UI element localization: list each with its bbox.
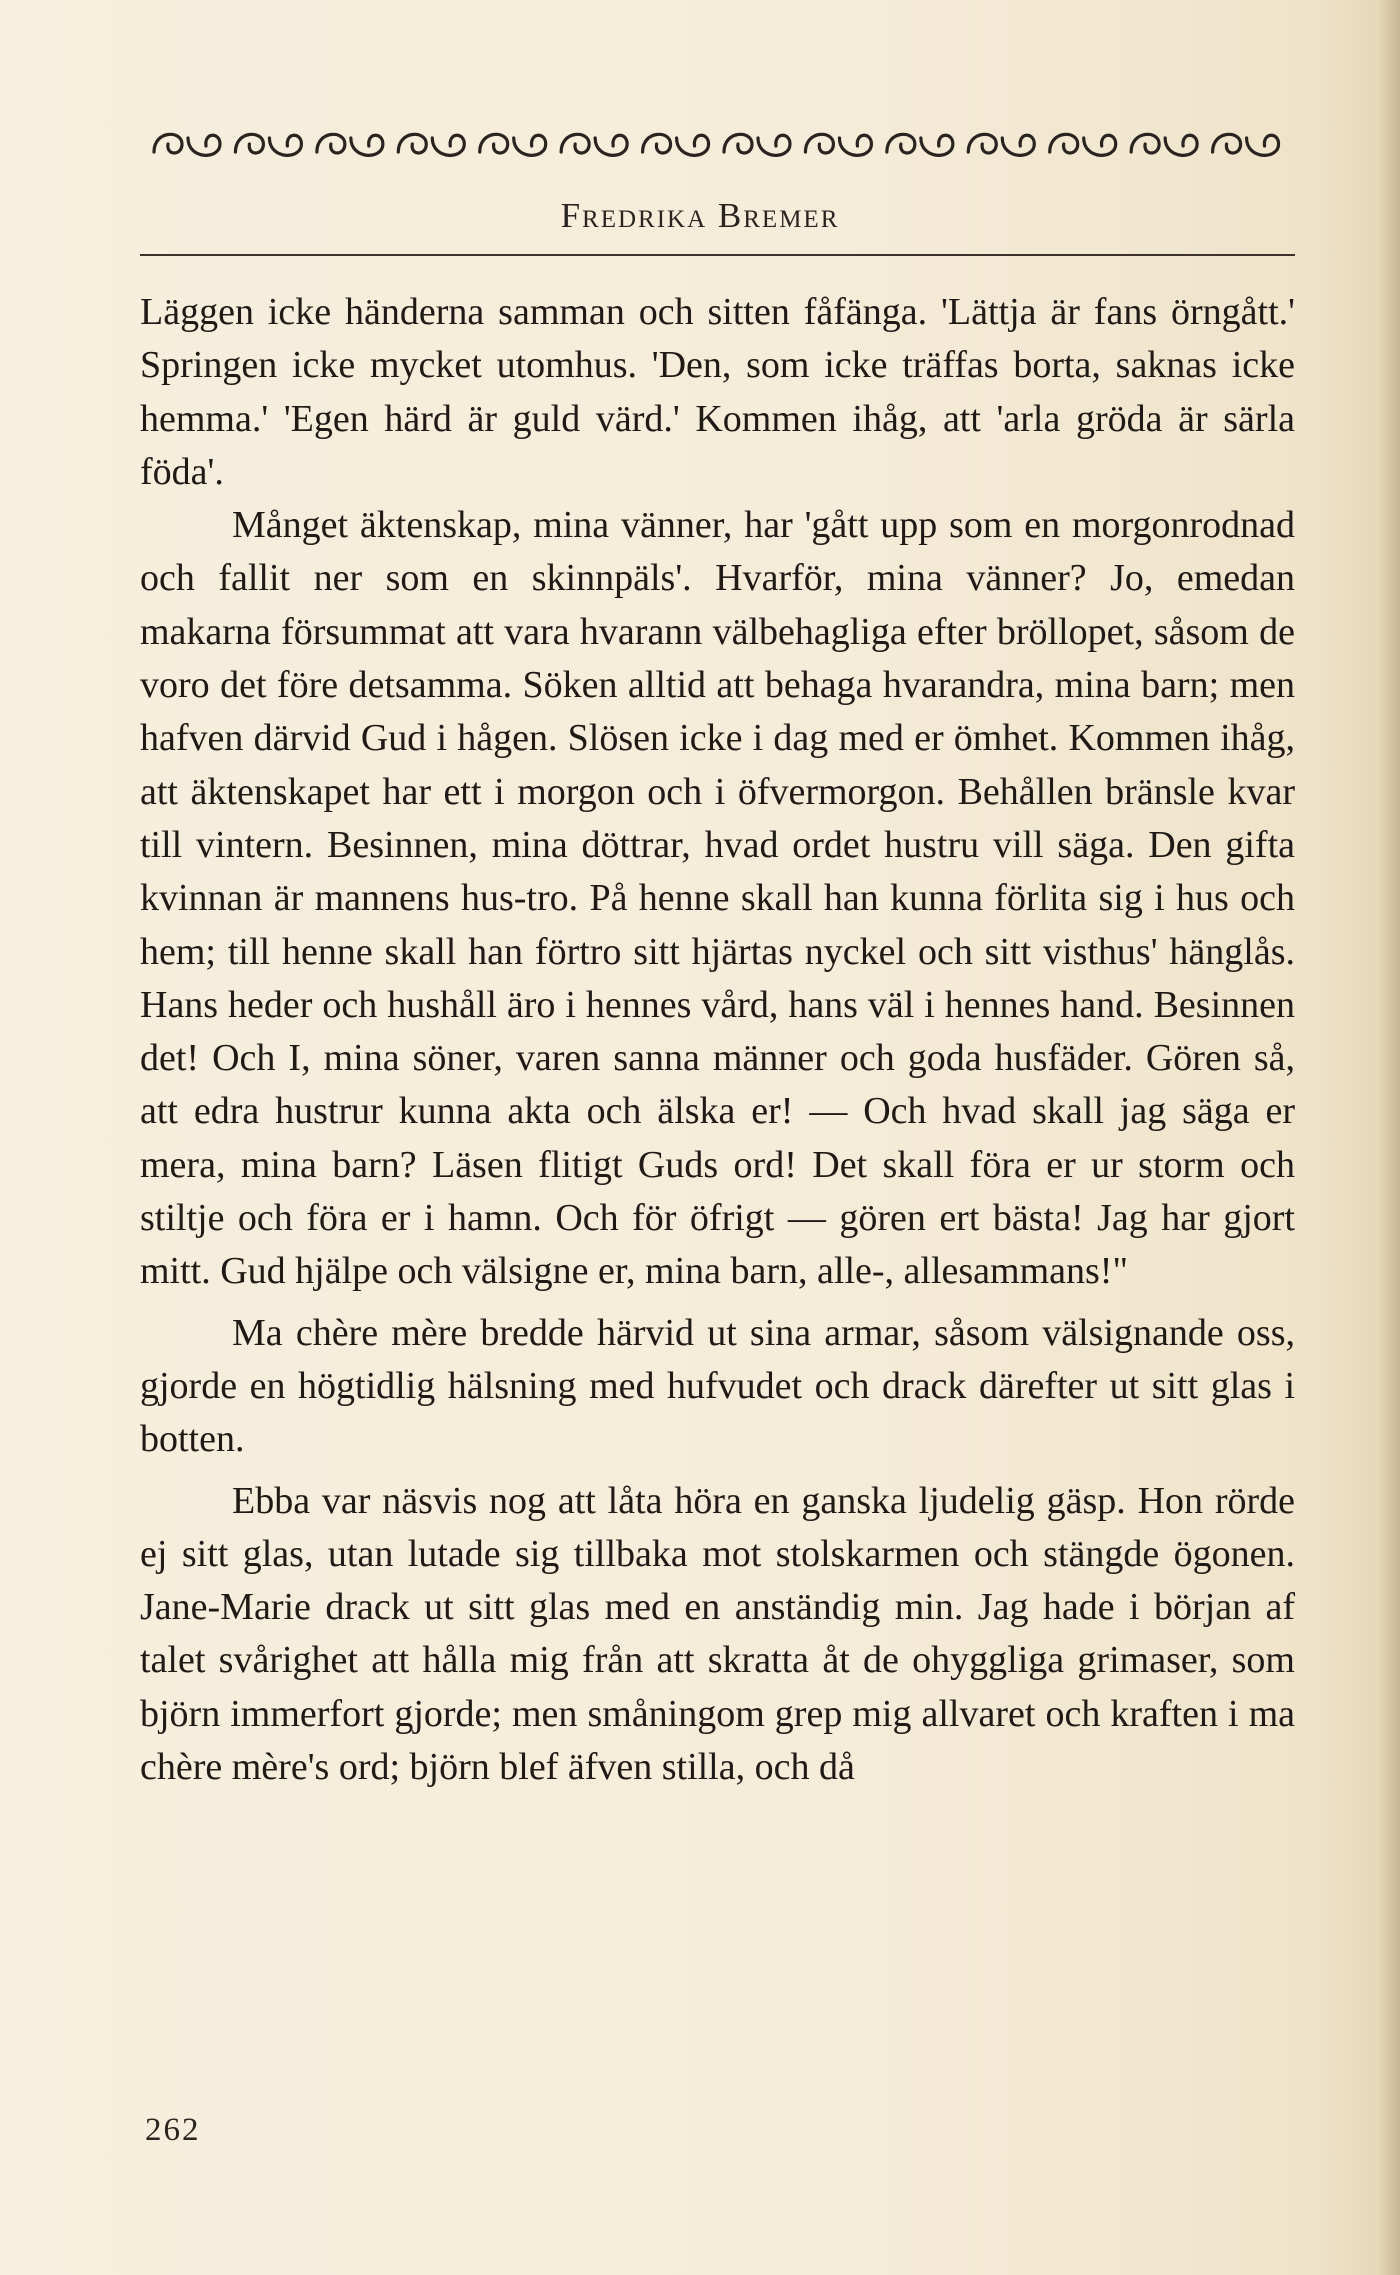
ornament-scroll bbox=[480, 134, 546, 155]
paragraph-2: Månget äktenskap, mina vänner, har 'gått upp som en morgonrodnad och fallit ner som en skinnpäls'. Hvarför, mina vänner? Jo, emedan makarna försummat att vara hvarann välbehagliga efter bröllopet, såsom de voro det före detsamma. Söken alltid att behaga hvarandra, mina barn; men hafven därvid Gud i hågen. Slösen icke i dag med er ömhet. Kommen ihåg, att äktenskapet har ett i morgon och i öfvermorgon. Behållen bränsle kvar till vintern. Besinnen, mina döttrar, hvad ordet hustru vill säga. Den gifta kvinnan är mannens hus-tro. På henne skall han kunna förlita sig i hus och hem; till henne skall han förtro sitt hjärtas nyckel och sitt visthus' hänglås. Hans heder och hushåll äro i hennes vård, hans väl i hennes hand. Besinnen det! Och I, mina söner, varen sanna männer och goda husfäder. Gören så, att edra hustrur kunna akta och älska er! — Och hvad skall jag säga er mera, mina barn? Läsen flitigt Guds ord! Det skall föra er ur storm och stiltje och föra er i hamn. Och för öfrigt — gören ert bästa! Jag har gjort mitt. Gud hjälpe och välsigne er, mina barn, alle-, allesammans!" bbox=[140, 504, 1295, 1293]
paragraph-1: Läggen icke händerna samman och sitten fåfänga. 'Lättja är fans örngått.' Springen icke mycket utomhus. 'Den, som icke träffas borta, saknas icke hemma.' 'Egen härd är guld värd.' Kommen ihåg, att 'arla gröda är särla föda'. bbox=[140, 291, 1295, 493]
ornament-scroll bbox=[805, 134, 871, 155]
header-rule bbox=[140, 254, 1295, 256]
running-header: Fredrika Bremer bbox=[560, 196, 840, 235]
decorative-ornament-band bbox=[148, 122, 1288, 168]
ornament-scroll bbox=[968, 134, 1034, 155]
ornament-scroll bbox=[1131, 134, 1197, 155]
page-number: 262 bbox=[145, 2112, 201, 2148]
page-body bbox=[140, 286, 1295, 1794]
ornament-scroll bbox=[398, 134, 464, 155]
ornament-scroll bbox=[887, 134, 953, 155]
ornament-scroll bbox=[1213, 134, 1279, 155]
paragraph-3: Ma chère mère bredde härvid ut sina armar, såsom välsignande oss, gjorde en högtidlig hälsning med hufvudet och drack därefter ut sitt glas i botten. bbox=[140, 1311, 1295, 1461]
paragraph-4: Ebba var näsvis nog att låta höra en ganska ljudelig gäsp. Hon rörde ej sitt glas, utan lutade sig tillbaka mot stolskarmen och stängde ögonen. Jane-Marie drack ut sitt glas med en anständig min. Jag hade i början af talet svårighet att hålla mig från att skratta åt de ohyggliga grimaser, som björn immerfort gjorde; men småningom grep mig allvaret och kraften i ma chère mère's ord; björn blef äfven stilla, och då bbox=[140, 1479, 1295, 1789]
ornament-scroll bbox=[643, 134, 709, 155]
ornament-scroll bbox=[561, 134, 627, 155]
ornament-scroll bbox=[235, 134, 301, 155]
ornament-scroll bbox=[154, 134, 220, 155]
page-edge-shadow bbox=[1378, 0, 1400, 2275]
ornament-scroll bbox=[724, 134, 790, 155]
ornament-scroll bbox=[317, 134, 383, 155]
ornament-scroll bbox=[1050, 134, 1116, 155]
